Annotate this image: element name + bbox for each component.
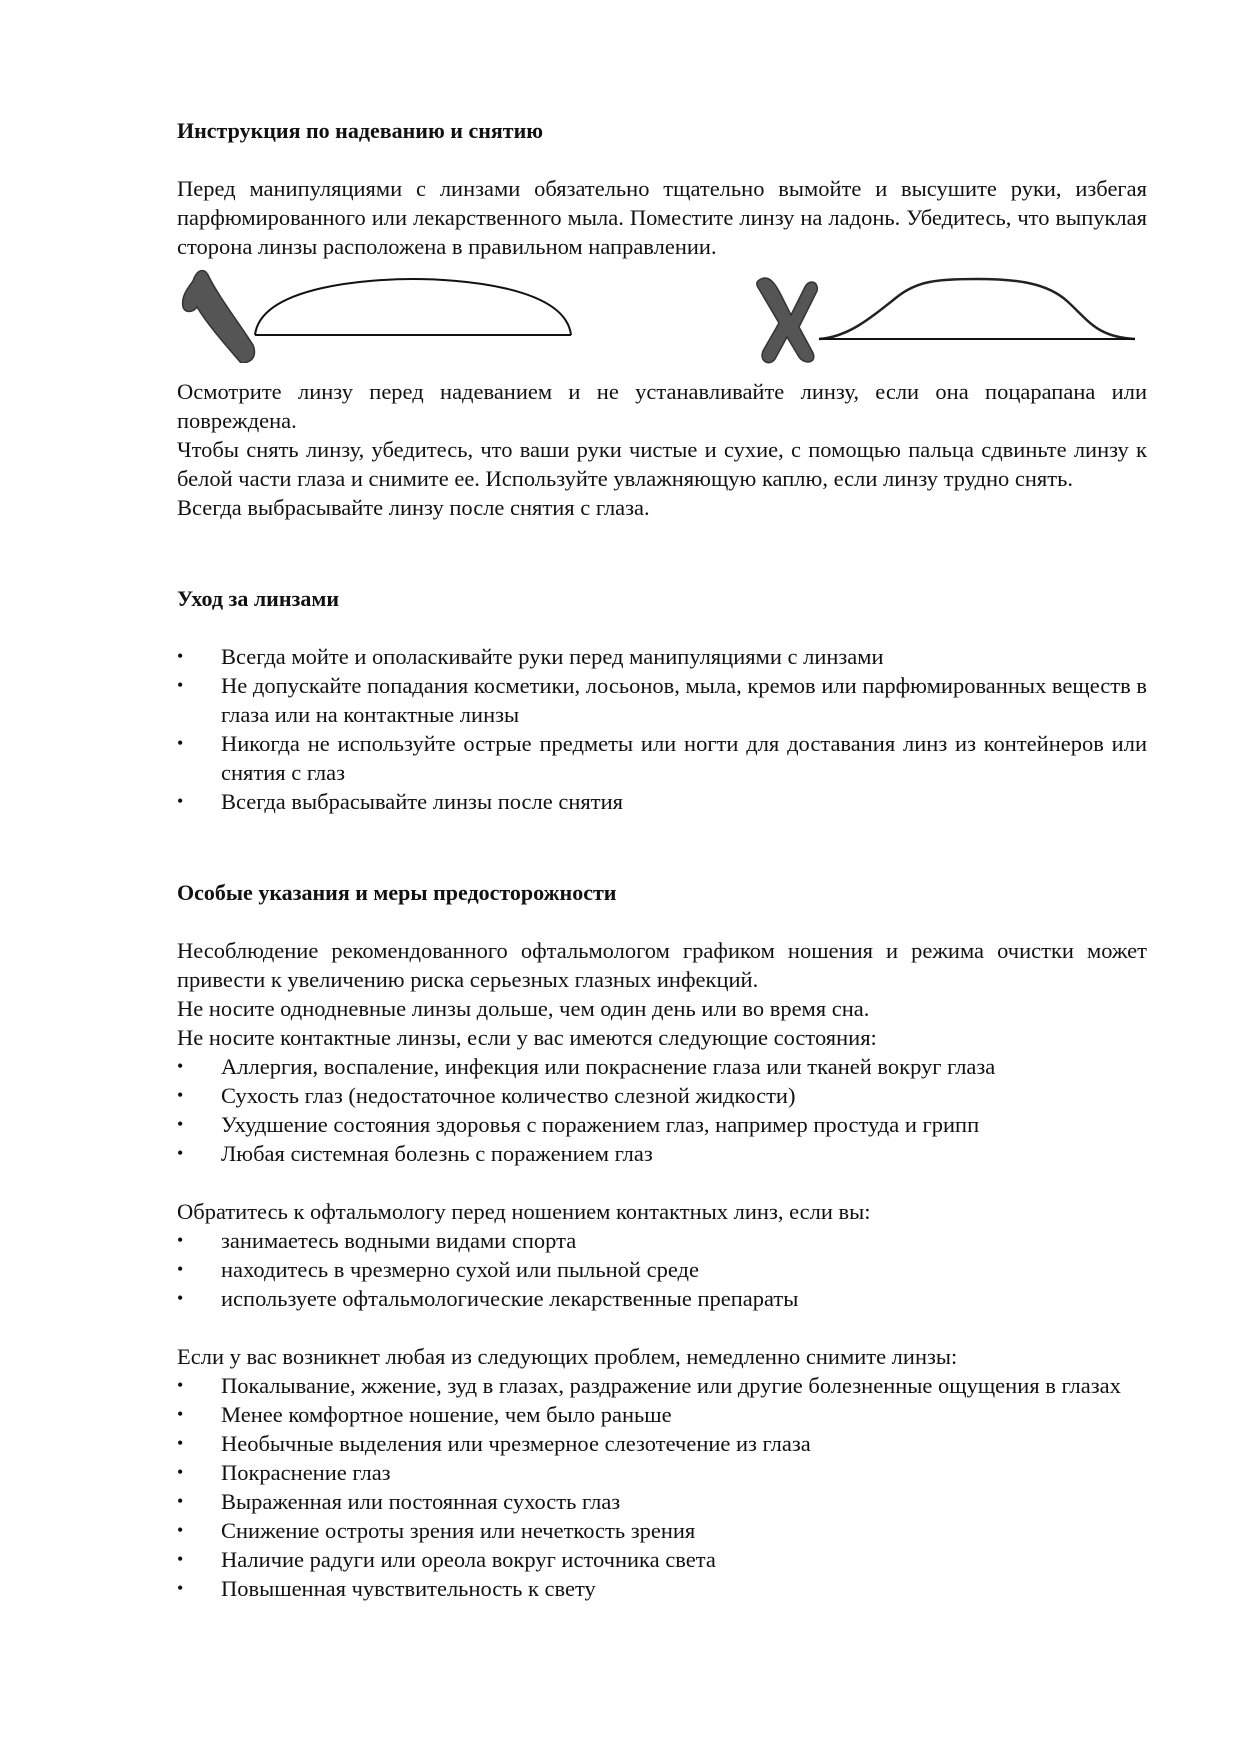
- correct-lens-shape-icon: [253, 275, 573, 345]
- list-item: • Аллергия, воспаление, инфекция или покраснение глаза или тканей вокруг глаза: [177, 1054, 996, 1079]
- bullet-icon: •: [177, 1230, 184, 1250]
- list-item: • Повышенная чувствительность к свету: [177, 1576, 596, 1601]
- paragraph-inspect-lens: Осмотрите линзу перед надеванием и не устанавливайте линзу, если она поцарапана или повреждена.: [177, 379, 1147, 433]
- paragraph-consult-intro: Обратитесь к офтальмологу перед ношением контактных линз, если вы:: [177, 1199, 871, 1224]
- bullet-icon: •: [177, 1578, 184, 1598]
- paragraph-discard-lens: Всегда выбрасывайте линзу после снятия с глаза.: [177, 495, 650, 520]
- conditions-list: [177, 1052, 1147, 1168]
- consult-list: [177, 1226, 1147, 1313]
- section-title-insertion: Инструкция по надеванию и снятию: [177, 118, 544, 143]
- list-item: • используете офтальмологические лекарственные препараты: [177, 1286, 799, 1311]
- bullet-icon: •: [177, 1404, 184, 1424]
- paragraph-daily-lens: Не носите однодневные линзы дольше, чем один день или во время сна.: [177, 996, 870, 1021]
- list-item: • Наличие радуги или ореола вокруг источника света: [177, 1547, 716, 1572]
- document-page: [177, 116, 1147, 1603]
- remove-symptoms-list: [177, 1371, 1147, 1603]
- bullet-icon: •: [177, 1375, 184, 1395]
- list-item: • Всегда мойте и ополаскивайте руки перед манипуляциями с линзами: [177, 644, 884, 669]
- bullet-icon: •: [177, 1288, 184, 1308]
- list-item: • Выраженная или постоянная сухость глаз: [177, 1489, 621, 1514]
- list-item: • Ухудшение состояния здоровья с поражением глаз, например простуда и грипп: [177, 1112, 980, 1137]
- list-item: • Не допускайте попадания косметики, лосьонов, мыла, кремов или парфюмированных веществ в глаза или на контактные линзы: [177, 673, 1147, 727]
- section-title-warnings: Особые указания и меры предосторожности: [177, 880, 617, 905]
- list-item: • Необычные выделения или чрезмерное слезотечение из глаза: [177, 1431, 811, 1456]
- bullet-icon: •: [177, 675, 184, 695]
- care-list: [177, 642, 1147, 816]
- bullet-icon: •: [177, 791, 184, 811]
- incorrect-lens-shape-icon: [817, 275, 1137, 345]
- bullet-icon: •: [177, 1433, 184, 1453]
- list-item: • Всегда выбрасывайте линзы после снятия: [177, 789, 623, 814]
- paragraph-schedule-warning: Несоблюдение рекомендованного офтальмологом графиком ношения и режима очистки может привести к увеличению риска серьезных глазных инфекций.: [177, 938, 1147, 992]
- list-item: • Снижение остроты зрения или нечеткость зрения: [177, 1518, 696, 1543]
- section-title-care: Уход за линзами: [177, 586, 340, 611]
- bullet-icon: •: [177, 1143, 184, 1163]
- list-item: • Покалывание, жжение, зуд в глазах, раздражение или другие болезненные ощущения в глазах: [177, 1373, 1121, 1398]
- list-item: • Любая системная болезнь с поражением глаз: [177, 1141, 653, 1166]
- paragraph-contraindications-intro: Не носите контактные линзы, если у вас имеются следующие состояния:: [177, 1025, 877, 1050]
- paragraph-remove-intro: Если у вас возникнет любая из следующих проблем, немедленно снимите линзы:: [177, 1344, 958, 1369]
- list-item: • Никогда не используйте острые предметы или ногти для доставания линз из контейнеров или снятия с глаз: [177, 731, 1147, 785]
- bullet-icon: •: [177, 1056, 184, 1076]
- list-item: • занимаетесь водными видами спорта: [177, 1228, 577, 1253]
- list-item: • Менее комфортное ношение, чем было раньше: [177, 1402, 672, 1427]
- list-item: • находитесь в чрезмерно сухой или пыльной среде: [177, 1257, 699, 1282]
- bullet-icon: •: [177, 1462, 184, 1482]
- lens-orientation-figure: [177, 263, 1147, 373]
- list-item: • Сухость глаз (недостаточное количество слезной жидкости): [177, 1083, 796, 1108]
- bullet-icon: •: [177, 1491, 184, 1511]
- bullet-icon: •: [177, 1114, 184, 1134]
- paragraph-hand-washing: Перед манипуляциями с линзами обязательно тщательно вымойте и высушите руки, избегая парфюмированного или лекарственного мыла. Поместите линзу на ладонь. Убедитесь, что выпуклая сторона линзы расположена в правильном направлении.: [177, 176, 1147, 259]
- paragraph-remove-lens: Чтобы снять линзу, убедитесь, что ваши руки чистые и сухие, с помощью пальца сдвиньте линзу к белой части глаза и снимите ее. Используйте увлажняющую каплю, если линзу трудно снять.: [177, 437, 1147, 491]
- bullet-icon: •: [177, 1085, 184, 1105]
- bullet-icon: •: [177, 1549, 184, 1569]
- bullet-icon: •: [177, 733, 184, 753]
- list-item: • Покраснение глаз: [177, 1460, 391, 1485]
- bullet-icon: •: [177, 646, 184, 666]
- bullet-icon: •: [177, 1520, 184, 1540]
- bullet-icon: •: [177, 1259, 184, 1279]
